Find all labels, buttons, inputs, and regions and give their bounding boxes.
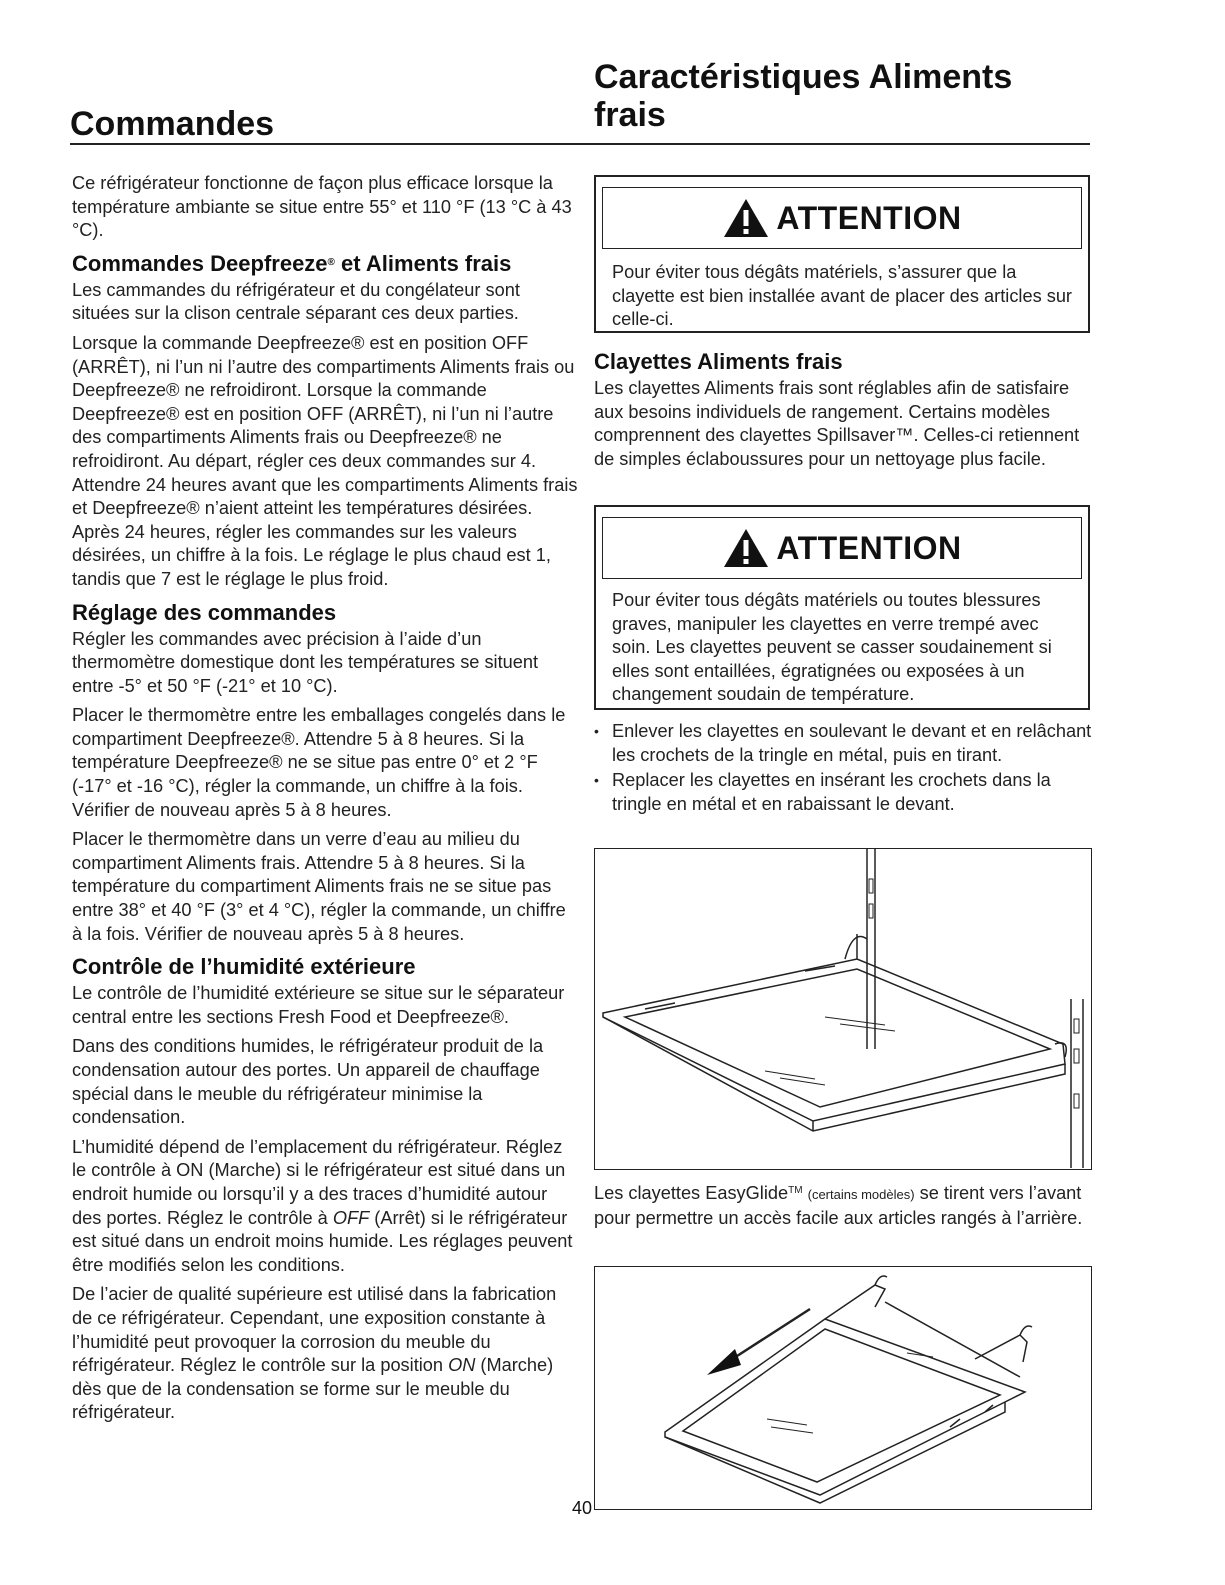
warning-box-2 [594,505,1090,710]
section-reglage-p3: Placer le thermomètre dans un verre d’eau au milieu du compartiment Aliments frais. Attendre 5 à 8 heures. Si la température du compartiment Aliments frais ne se situe pas entre 38° et 40 °F (3° et 4 °C), régler la commande, un chiffre à la fois. Vérifier de nouveau après 5 à 8 heures. [72,829,566,944]
section-humidite-p4: De l’acier de qualité supérieure est utilisé dans la fabrication de ce réfrigérateur. Cependant, une exposition constante à l’humidité peut provoquer la corrosion du meuble du réfrigérateur. Réglez le contrôle sur la position ON (Marche) dès que de la condensation se forme sur le meuble du réfrigérateur. [72,1284,557,1423]
warning-text-1: Pour éviter tous dégâts matériels, s’assurer que la clayette est bien installée avant de placer des articles sur celle-ci. [612,262,1072,330]
warning-title-1: ATTENTION [776,199,962,236]
section-humidite-p1: Le contrôle de l’humidité extérieure se situe sur le séparateur central entre les sections Fresh Food et Deepfreeze®. [72,983,565,1027]
section-humidite-p2: Dans des conditions humides, le réfrigérateur produit de la condensation autour des portes. Un appareil de chauffage spécial dans le meuble du réfrigérateur minimise la condensation. [72,1036,544,1128]
shelves-title: Clayettes Aliments frais [594,349,843,374]
warning-box-1 [594,175,1090,333]
warning-title-2: ATTENTION [776,529,962,566]
section-reglage-p2: Placer le thermomètre entre les emballages congelés dans le compartiment Deepfreeze®. Attendre 5 à 8 heures. Si la température Deepfreeze® ne se situe pas entre 0° et 2 °F (-17° et -16 °C), régler la commande, un chiffre à la fois. Vérifier de nouveau après 5 à 8 heures. [72,705,566,820]
warning-triangle-icon [722,197,770,239]
section-reglage-title: Réglage des commandes [72,599,337,625]
warning-header-2 [602,517,1082,579]
shelf-illustration [594,848,1092,1170]
shelves-paragraph: Les clayettes Aliments frais sont réglables afin de satisfaire aux besoins individuels de rangement. Certains modèles comprennent des clayettes Spillsaver™. Celles-ci retiennent de simples éclaboussures pour un nettoyage plus facile. [594,378,1080,469]
right-heading [594,58,1012,134]
warning-triangle-icon [722,527,770,569]
section-humidite-title: Contrôle de l’humidité extérieure [72,954,416,980]
right-heading-line1: Caractéristiques Aliments [594,58,1013,96]
list-item: • Enlever les clayettes en soulevant le devant et en relâchant les crochets de la tringle en métal, puis en tirant. [592,720,1092,767]
warning-text-2: Pour éviter tous dégâts matériels ou toutes blessures graves, manipuler les clayettes en verre trempé avec soin. Les clayettes peuvent se casser soudainement si elles sont entaillées, égratignées ou exposées à un changement soudain de température. [612,590,1052,705]
left-heading: Commandes [70,105,275,143]
shelf-instructions [592,720,1092,818]
section-reglage-p1: Régler les commandes avec précision à l’aide d’un thermomètre domestique dont les températures se situent entre -5° et 50 °F (-21° et 10 °C). [72,628,539,696]
left-column [72,172,580,1431]
instruction-list [592,720,1092,816]
warning-header-1 [602,187,1082,249]
heading-rule [70,143,1090,145]
easyglide-shelf-illustration [594,1266,1092,1510]
section-deepfreeze-p2: Lorsque la commande Deepfreeze® est en position OFF (ARRÊT), ni l’un ni l’autre des compartiments Aliments frais ou Deepfreeze® ne refroidiront. Lorsque la commande Deepfreeze® est en position OFF (ARRÊT), ni l’un ni l’autre des compartiments Aliments frais ou Deepfreeze® ne refroidiront. Au départ, régler ces deux commandes sur 4. Attendre 24 heures avant que les compartiments Aliments frais et Deepfreeze® n’aient atteint les températures désirées. Après 24 heures, régler les commandes sur les valeurs désirées, un chiffre à la fois. Le réglage le plus chaud est 1, tandis que 7 est le réglage le plus froid. [72,332,578,589]
easyglide-caption: Les clayettes EasyGlide™ (certains modèles) se tirent vers l’avant pour permettre un accès facile aux articles rangés à l’arrière. [594,1183,1083,1228]
shelves-section [594,345,1092,477]
page-number: 40 [572,1498,593,1518]
section-humidite-p3: L’humidité dépend de l’emplacement du réfrigérateur. Réglez le contrôle à ON (Marche) si le réfrigérateur est situé dans un endroit humide ou lorsqu’il y a des traces d’humidité autour des portes. Réglez le contrôle à OFF (Arrêt) si le réfrigérateur est situé dans un endroit moins humide. Les réglages peuvent être modifiés selon les conditions. [72,1136,573,1275]
section-deepfreeze-p1: Les cammandes du réfrigérateur et du congélateur sont situées sur la clison centrale séparant ces deux parties. [72,279,520,324]
intro-paragraph: Ce réfrigérateur fonctionne de façon plus efficace lorsque la température ambiante se situe entre 55° et 110 °F (13 °C à 43 °C). [72,173,572,241]
right-heading-line2: frais [594,96,666,134]
list-item: • Replacer les clayettes en insérant les crochets dans la tringle en métal et en rabaissant le devant. [592,769,1092,816]
section-deepfreeze-title: Commandes Deepfreeze® et Aliments frais [72,250,512,276]
